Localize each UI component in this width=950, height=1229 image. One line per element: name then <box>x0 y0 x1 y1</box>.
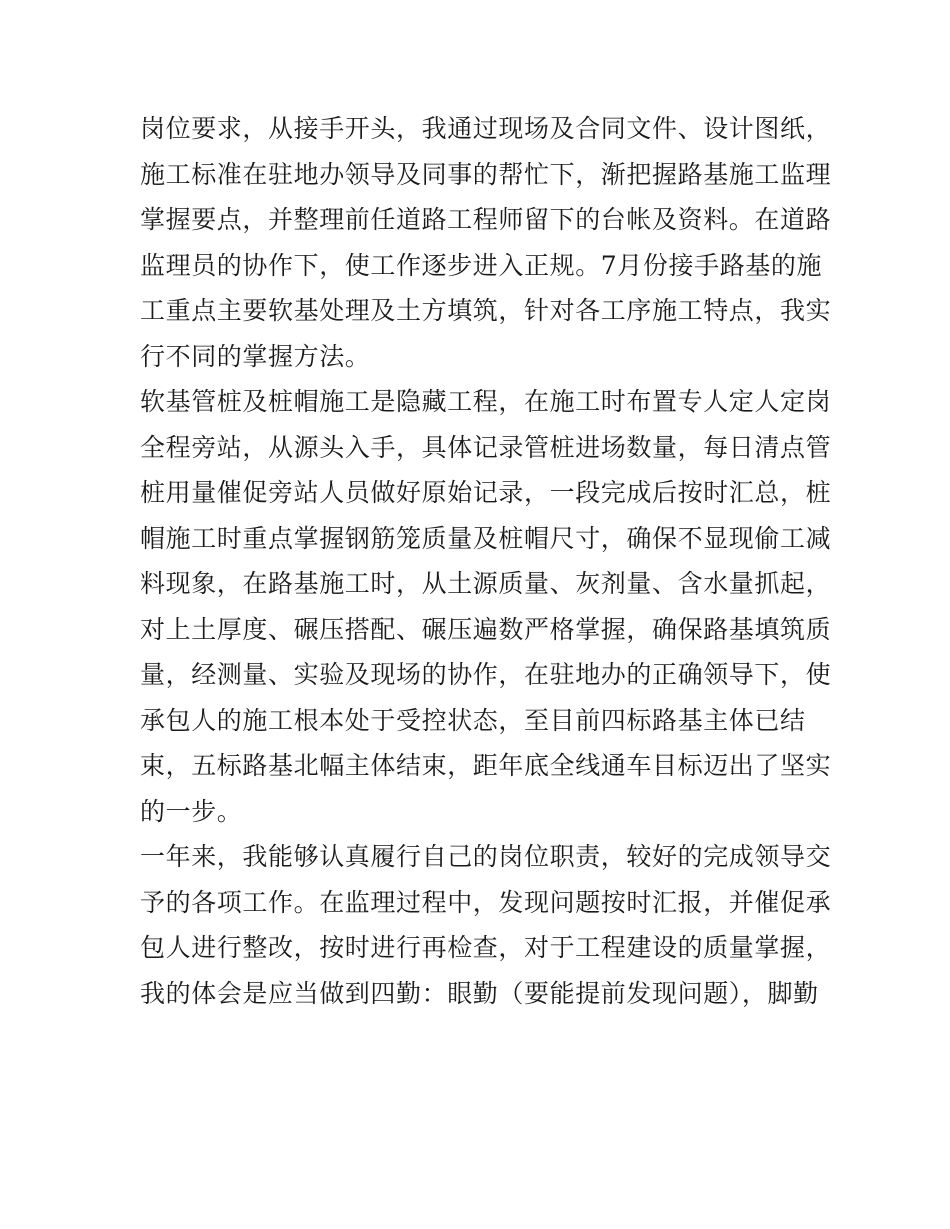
text-line: 承包人的施工根本处于受控状态，至目前四标路基主体已结 <box>140 705 806 735</box>
text-line: 掌握要点，并整理前任道路工程师留下的台帐及资料。在道路 <box>140 205 832 234</box>
text-line: 施工标准在驻地办领导及同事的帮忙下，渐把握路基施工监理 <box>140 159 832 189</box>
text-line: 对上土厚度、碾压搭配、碾压遍数严格掌握，确保路基填筑质 <box>140 614 832 644</box>
text-line: 全程旁站，从源头入手，具体记录管桩进场数量，每日清点管 <box>140 432 832 462</box>
text-line: 料现象，在路基施工时，从土源质量、灰剂量、含水量抓起， <box>140 569 832 598</box>
text-line: 软基管桩及桩帽施工是隐藏工程，在施工时布置专人定人定岗 <box>140 387 832 416</box>
text-line: 予的各项工作。在监理过程中，发现问题按时汇报，并催促承 <box>140 887 832 917</box>
text-line: 帽施工时重点掌握钢筋笼质量及桩帽尺寸，确保不显现偷工减 <box>140 523 832 553</box>
paragraph <box>140 106 832 379</box>
text-line: 的一步。 <box>140 796 243 826</box>
text-line: 包人进行整改，按时进行再检查，对于工程建设的质量掌握， <box>140 933 832 962</box>
text-line: 束，五标路基北幅主体结束，距年底全线通车目标迈出了坚实 <box>140 751 832 780</box>
text-line: 监理员的协作下，使工作逐步进入正规。7月份接手路基的施 <box>140 250 823 280</box>
text-line: 我的体会是应当做到四勤：眼勤（要能提前发现问题），脚勤 <box>140 978 819 1008</box>
text-line: 行不同的掌握方法。 <box>140 341 371 371</box>
paragraph <box>140 379 832 834</box>
paragraph <box>140 834 832 1016</box>
text-line: 岗位要求，从接手开头，我通过现场及合同文件、设计图纸， <box>140 114 832 143</box>
text-line: 工重点主要软基处理及土方填筑，针对各工序施工特点，我实 <box>140 296 832 325</box>
text-line: 桩用量催促旁站人员做好原始记录，一段完成后按时汇总，桩 <box>140 478 832 507</box>
text-line: 一年来，我能够认真履行自己的岗位职责，较好的完成领导交 <box>140 842 832 871</box>
text-line: 量，经测量、实验及现场的协作，在驻地办的正确领导下，使 <box>140 660 832 689</box>
document-page <box>140 106 832 1016</box>
